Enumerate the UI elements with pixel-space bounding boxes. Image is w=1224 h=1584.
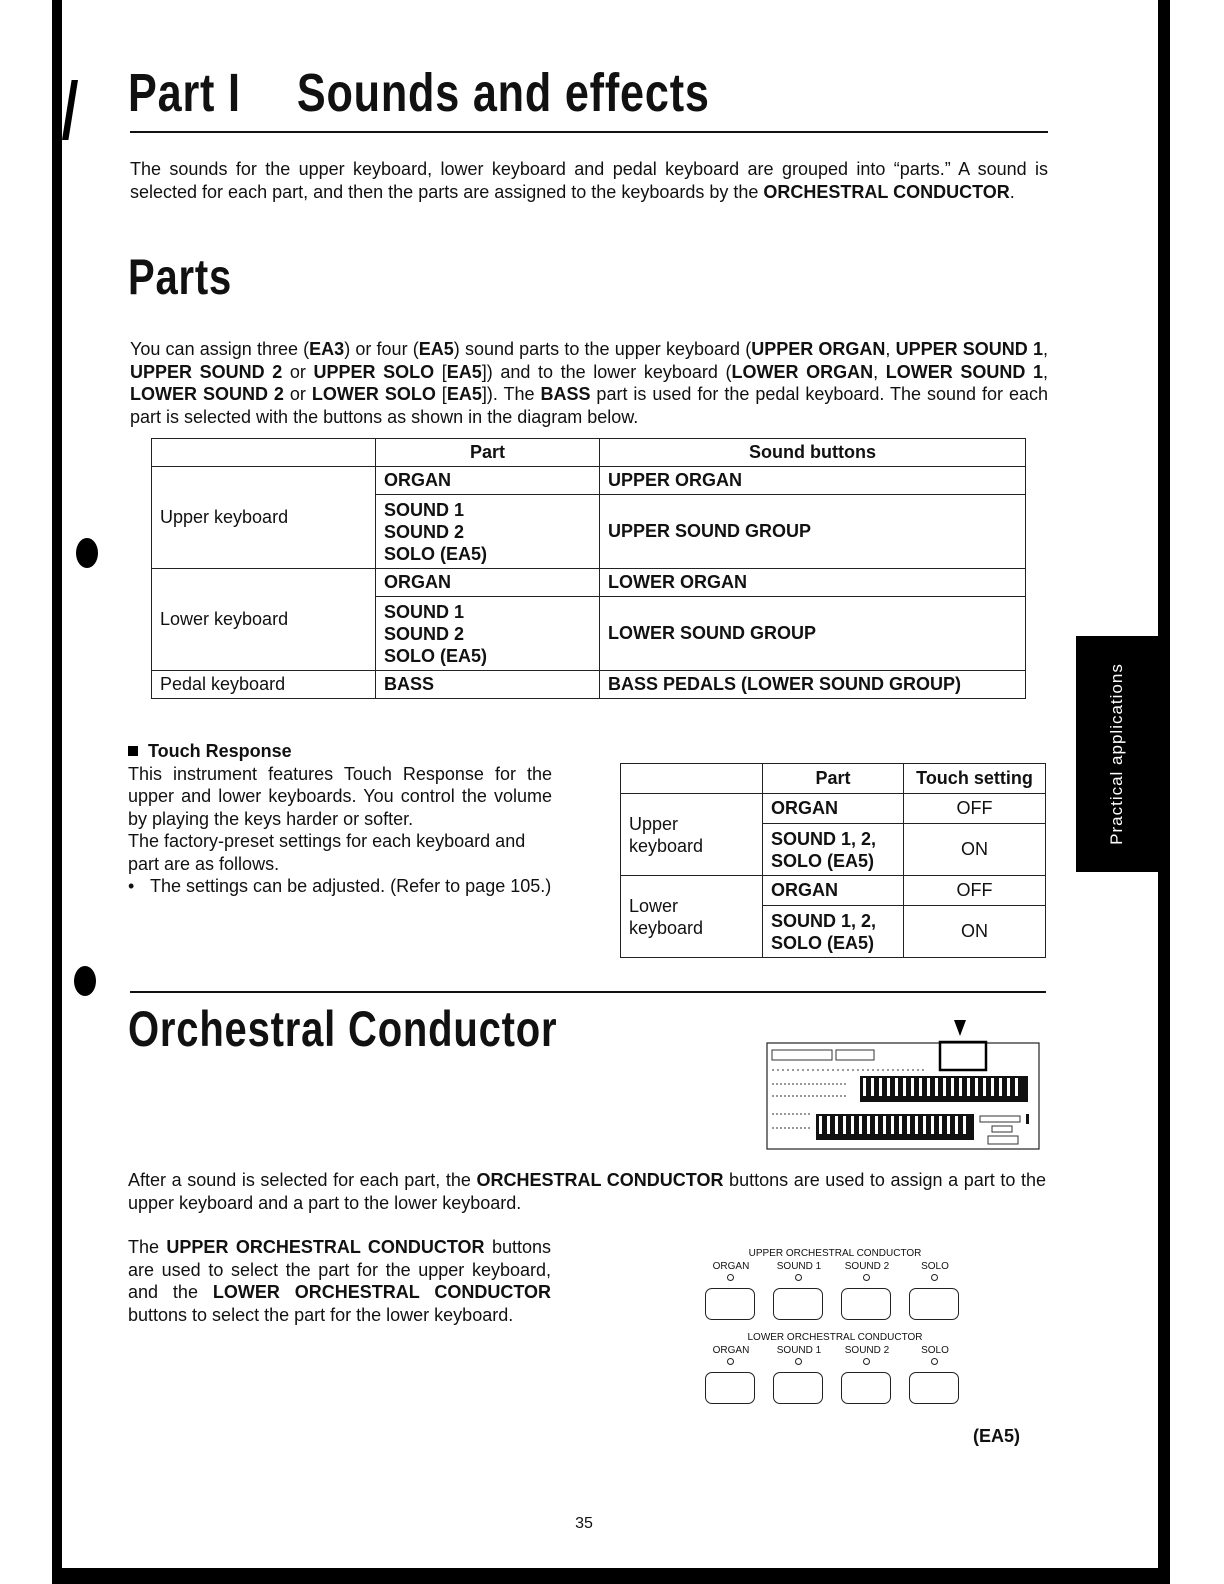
button-label: ORGAN	[712, 1345, 750, 1356]
cell-setting: ON	[904, 906, 1046, 958]
table-header-setting: Touch setting	[904, 764, 1046, 794]
side-tab[interactable]	[1076, 636, 1158, 872]
lower-organ-button[interactable]	[705, 1372, 755, 1404]
lower-conductor-label: LOWER ORCHESTRAL CONDUCTOR	[747, 1332, 923, 1343]
row-label-lower: Lower keyboard	[621, 876, 763, 958]
cell-part: BASS	[376, 671, 600, 699]
oc-paragraph: After a sound is selected for each part, the ORCHESTRAL CONDUCTOR buttons are used to assign a part to the upper keyboard and a part to the lower keyboard.	[128, 1170, 1046, 1213]
table-header-empty	[621, 764, 763, 794]
oc-heading: Orchestral Conductor	[128, 1001, 558, 1057]
row-label-upper: Upper keyboard	[621, 794, 763, 876]
parts-paragraph: You can assign three (EA3) or four (EA5) sound parts to the upper keyboard (UPPER ORGAN, UPPER SOUND 1, UPPER SOUND 2 or UPPER SOLO [EA5]) and to the lower keyboard (LOWER ORGAN, LOWER SOUND 1, LOWER SOUND 2 or LOWER SOLO [EA5]). The BASS part is used for the pedal keyboard. The sound for each part is selected with the buttons as shown in the diagram below.	[130, 339, 1048, 427]
indicator-led	[727, 1274, 734, 1281]
cell-setting: ON	[904, 824, 1046, 876]
lower-sound2-button[interactable]	[841, 1372, 891, 1404]
touch-response-section	[128, 740, 552, 898]
row-label-lower: Lower keyboard	[152, 569, 376, 671]
part-number: Part I	[128, 63, 241, 123]
button-label: SOUND 1	[776, 1261, 822, 1272]
table-header-sound: Sound buttons	[600, 439, 1026, 467]
cell-sound: UPPER SOUND GROUP	[600, 495, 1026, 569]
upper-solo-button[interactable]	[909, 1288, 959, 1320]
heading-rule	[130, 131, 1048, 133]
bottom-edge-bar	[52, 1568, 1170, 1584]
page-number: 35	[575, 1515, 593, 1532]
cell-sound: LOWER ORGAN	[600, 569, 1026, 597]
binding-hole	[74, 966, 96, 996]
button-label: SOUND 2	[844, 1261, 890, 1272]
button-label: SOUND 2	[844, 1345, 890, 1356]
button-label: SOLO	[921, 1345, 949, 1356]
indicator-led	[727, 1358, 734, 1365]
cell-part-group: SOUND 1 SOUND 2 SOLO (EA5)	[376, 597, 600, 671]
button-label: SOUND 1	[776, 1345, 822, 1356]
instrument-diagram	[766, 1018, 1040, 1152]
cell-part: ORGAN	[763, 794, 904, 824]
upper-sound1-button[interactable]	[773, 1288, 823, 1320]
cell-part: ORGAN	[376, 569, 600, 597]
touch-heading: Touch Response	[128, 740, 552, 763]
cell-part: ORGAN	[376, 467, 600, 495]
parts-heading: Parts	[128, 249, 233, 305]
cell-sound: BASS PEDALS (LOWER SOUND GROUP)	[600, 671, 1026, 699]
touch-text: This instrument features Touch Response for the upper and lower keyboards. You control the volume by playing the keys harder or softer.	[128, 763, 552, 829]
upper-conductor-label: UPPER ORCHESTRAL CONDUCTOR	[748, 1248, 922, 1259]
indicator-led	[931, 1358, 938, 1365]
part-heading	[128, 62, 710, 124]
section-rule	[130, 991, 1046, 993]
indicator-led	[931, 1274, 938, 1281]
upper-organ-button[interactable]	[705, 1288, 755, 1320]
lower-solo-button[interactable]	[909, 1372, 959, 1404]
indicator-led	[795, 1358, 802, 1365]
table-header-empty	[152, 439, 376, 467]
bullet-icon: •	[128, 876, 135, 896]
indicator-led	[863, 1274, 870, 1281]
touch-text: The factory-preset settings for each keyboard and part are as follows.	[128, 831, 526, 874]
cell-part: SOUND 1, 2, SOLO (EA5)	[763, 906, 904, 958]
touch-bullet: • The settings can be adjusted. (Refer to page 105.)	[128, 876, 552, 896]
indicator-led	[795, 1274, 802, 1281]
right-edge-bar	[1158, 0, 1170, 1584]
cell-part: SOUND 1, 2, SOLO (EA5)	[763, 824, 904, 876]
indicator-led	[863, 1358, 870, 1365]
cell-part-group: SOUND 1 SOUND 2 SOLO (EA5)	[376, 495, 600, 569]
table-header-part: Part	[376, 439, 600, 467]
lower-keyboard	[816, 1114, 974, 1140]
cell-sound: LOWER SOUND GROUP	[600, 597, 1026, 671]
intro-paragraph: The sounds for the upper keyboard, lower keyboard and pedal keyboard are grouped into “parts.” A sound is selected for each part, and then the parts are assigned to the keyboards by the ORCHESTRAL CONDUCTOR.	[130, 159, 1048, 202]
upper-sound2-button[interactable]	[841, 1288, 891, 1320]
oc-paragraph-2: The UPPER ORCHESTRAL CONDUCTOR buttons are used to select the part for the upper keyboard, and the LOWER ORCHESTRAL CONDUCTOR buttons to select the part for the lower keyboard.	[128, 1237, 551, 1325]
row-label-upper: Upper keyboard	[152, 467, 376, 569]
button-label: SOLO	[921, 1261, 949, 1272]
row-label-pedal: Pedal keyboard	[152, 671, 376, 699]
button-label: ORGAN	[712, 1261, 750, 1272]
binding-hole	[76, 538, 98, 568]
part-title: Sounds and effects	[296, 63, 710, 123]
left-edge-bar	[52, 0, 62, 1584]
cell-setting: OFF	[904, 876, 1046, 906]
parts-table	[151, 438, 1026, 699]
model-label: (EA5)	[972, 1426, 1020, 1446]
cell-part: ORGAN	[763, 876, 904, 906]
instrument-drawing	[766, 1018, 1040, 1152]
cell-sound: UPPER ORGAN	[600, 467, 1026, 495]
indicator-arrow-icon	[954, 1020, 966, 1036]
square-bullet-icon	[128, 746, 138, 756]
lower-sound1-button[interactable]	[773, 1372, 823, 1404]
cell-setting: OFF	[904, 794, 1046, 824]
side-tab-label: Practical applications	[1107, 663, 1126, 845]
left-edge-mark	[62, 80, 78, 140]
table-header-part: Part	[763, 764, 904, 794]
touch-table	[620, 763, 1046, 958]
